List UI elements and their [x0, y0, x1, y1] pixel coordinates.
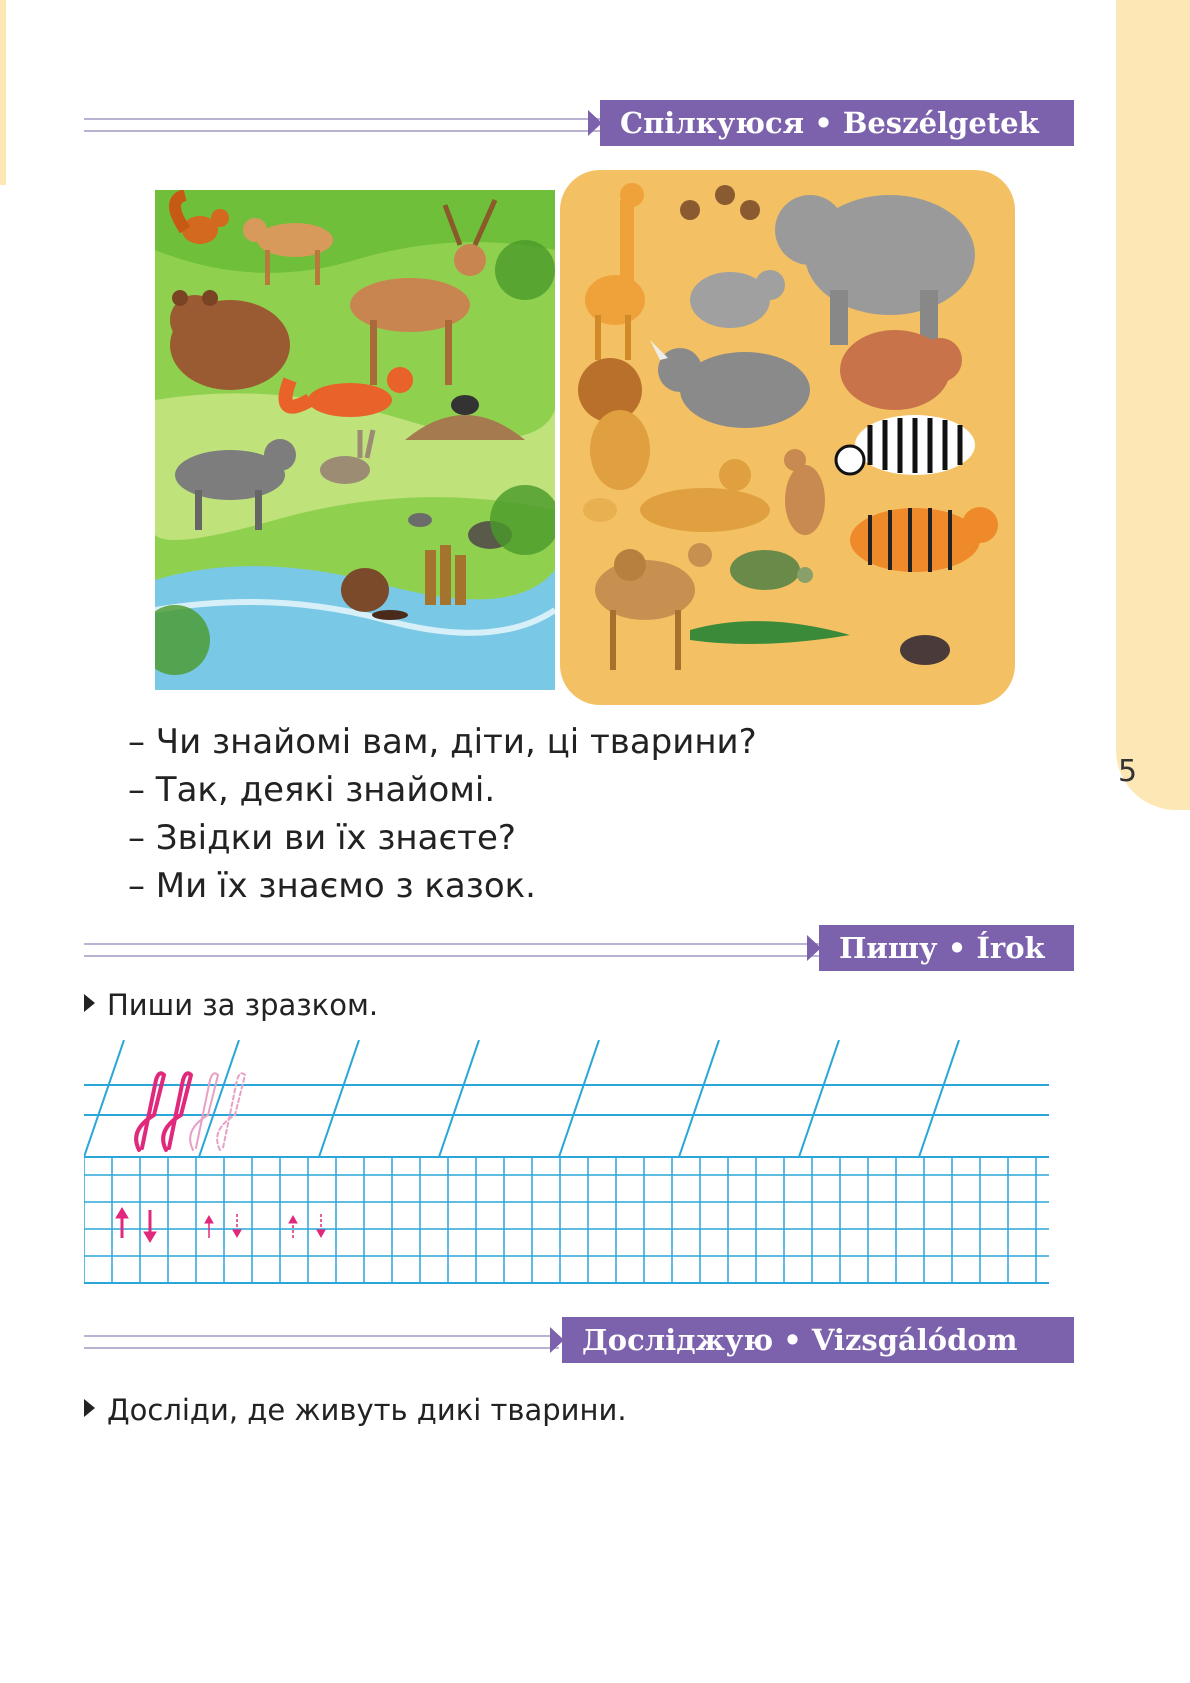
writing-instruction	[84, 988, 378, 1022]
instruction-text: Пиши за зразком.	[107, 988, 379, 1022]
forest-animals-illustration	[155, 190, 555, 690]
dialogue	[128, 718, 757, 910]
dialogue-line: – Чи знайомі вам, діти, ці тварини?	[128, 722, 757, 762]
dialogue-line: – Звідки ви їх знаєте?	[128, 818, 516, 858]
instruction-text: Досліди, де живуть дикі тварини.	[107, 1393, 627, 1427]
section-label: Досліджую • Vizsgálódom	[562, 1317, 1074, 1363]
research-instruction	[84, 1393, 627, 1427]
section-header-writing	[84, 925, 1074, 971]
bullet-triangle-icon	[84, 994, 95, 1012]
dialogue-line: – Так, деякі знайомі.	[128, 770, 496, 810]
mouse-icon	[408, 513, 432, 527]
section-label: Пишу • Írok	[819, 925, 1074, 971]
slant-lines	[84, 1040, 959, 1157]
cub-icon	[583, 498, 617, 522]
savanna-animals-illustration	[560, 170, 1015, 705]
bullet-triangle-icon	[84, 1399, 95, 1417]
page-tab-right	[1116, 0, 1190, 810]
ruled-lines	[84, 1085, 1049, 1157]
section-rule	[84, 943, 824, 957]
section-label: Спілкуюся • Beszélgetek	[600, 100, 1074, 146]
section-header-speaking	[84, 100, 1074, 146]
porcupine-icon	[900, 635, 950, 665]
dialogue-line: – Ми їх знаємо з казок.	[128, 866, 536, 906]
grid-lines	[84, 1157, 1049, 1283]
section-rule	[84, 1335, 559, 1349]
section-header-research	[84, 1317, 1074, 1363]
page-tab-left	[0, 0, 6, 185]
stroke-direction-arrows-icon	[116, 1208, 325, 1242]
page-number: 5	[1118, 754, 1138, 789]
section-rule	[84, 118, 604, 132]
handwriting-practice-area	[84, 1040, 1054, 1290]
